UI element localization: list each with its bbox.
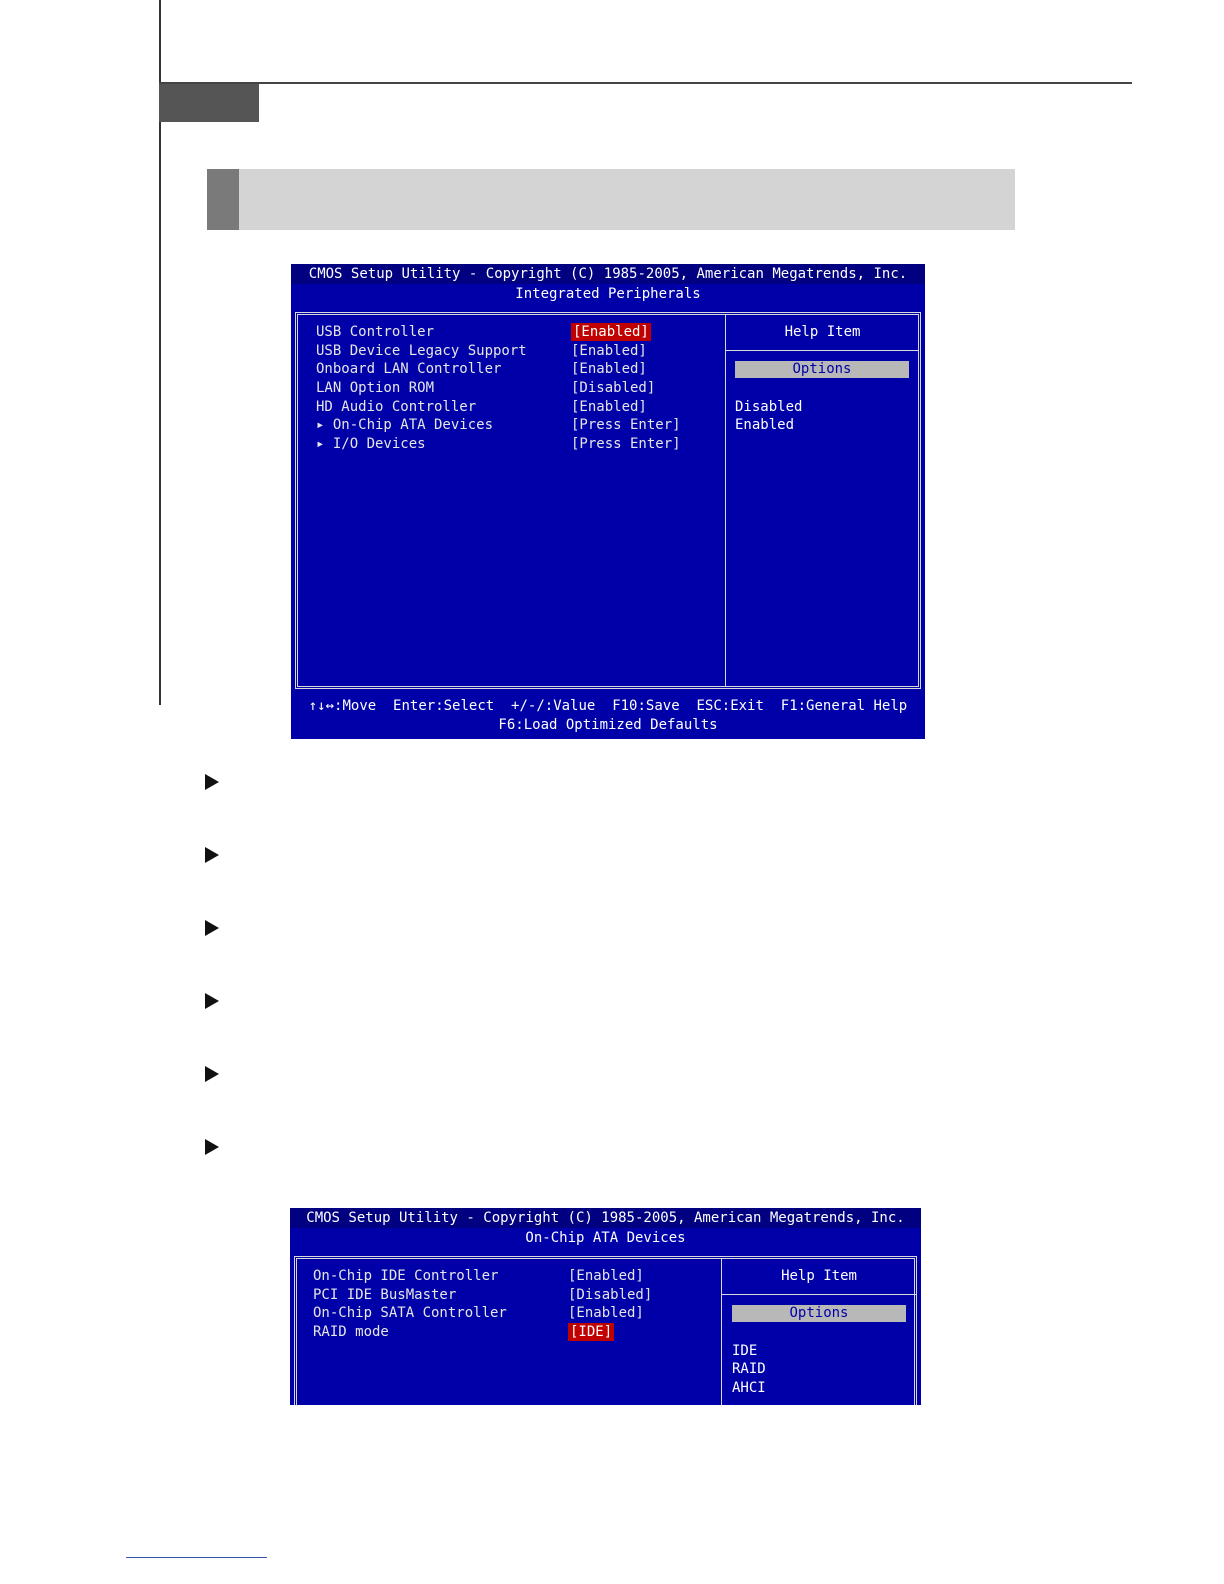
bios-subtitle: On-Chip ATA Devices xyxy=(525,1230,686,1246)
chapter-tab xyxy=(159,84,259,122)
value-hd-audio[interactable]: [Enabled] xyxy=(571,399,647,415)
bullet-icon xyxy=(205,847,219,863)
setting-raid-mode[interactable]: RAID mode xyxy=(313,1324,389,1340)
option-disabled: Disabled xyxy=(735,399,803,415)
value-pci-ide-busmaster[interactable]: [Disabled] xyxy=(568,1287,653,1303)
option-enabled: Enabled xyxy=(735,417,795,433)
option-raid: RAID xyxy=(732,1361,766,1377)
value-onchip-ide[interactable]: [Enabled] xyxy=(568,1268,644,1284)
footer-link-underline xyxy=(126,1557,267,1558)
option-ide: IDE xyxy=(732,1343,758,1359)
options-label: Options xyxy=(732,1305,906,1322)
section-heading-bar xyxy=(207,169,1015,230)
help-separator xyxy=(722,1294,916,1295)
header-rule xyxy=(159,82,1132,84)
bios-frame xyxy=(295,312,921,689)
bios-screen-onchip-ata xyxy=(290,1208,921,1405)
bios-frame xyxy=(294,1256,917,1405)
setting-usb-legacy[interactable]: USB Device Legacy Support xyxy=(316,343,527,359)
bios-subtitle: Integrated Peripherals xyxy=(515,286,701,302)
setting-usb-controller[interactable]: USB Controller xyxy=(316,324,435,340)
bios-title: CMOS Setup Utility - Copyright (C) 1985-2005, American Megatrends, Inc. xyxy=(290,1208,921,1228)
value-usb-controller[interactable]: [Enabled] xyxy=(573,324,649,340)
value-io-devices[interactable]: [Press Enter] xyxy=(571,436,681,452)
section-heading-accent xyxy=(207,169,239,230)
setting-hd-audio[interactable]: HD Audio Controller xyxy=(316,399,477,415)
setting-lan-option-rom[interactable]: LAN Option ROM xyxy=(316,380,435,396)
key-help-line1: ↑↓↔:Move Enter:Select +/-/:Value F10:Save ESC:Exit F1:General Help xyxy=(308,698,908,714)
bios-screen-integrated-peripherals xyxy=(291,264,925,739)
setting-onchip-sata[interactable]: On-Chip SATA Controller xyxy=(313,1305,507,1321)
value-usb-legacy[interactable]: [Enabled] xyxy=(571,343,647,359)
options-label: Options xyxy=(735,361,909,378)
value-lan-option-rom[interactable]: [Disabled] xyxy=(571,380,656,396)
submenu-arrow-icon: ▸ xyxy=(316,417,333,433)
bullet-icon xyxy=(205,993,219,1009)
setting-onboard-lan[interactable]: Onboard LAN Controller xyxy=(316,361,502,377)
bullet-icon xyxy=(205,920,219,936)
submenu-io-devices[interactable]: ▸ I/O Devices xyxy=(316,436,426,452)
option-ahci: AHCI xyxy=(732,1380,766,1396)
bullet-icon xyxy=(205,774,219,790)
setting-onchip-ide[interactable]: On-Chip IDE Controller xyxy=(313,1268,499,1284)
value-onchip-ata[interactable]: [Press Enter] xyxy=(571,417,681,433)
help-separator xyxy=(726,350,919,351)
key-help-line2: F6:Load Optimized Defaults xyxy=(498,717,718,733)
submenu-arrow-icon: ▸ xyxy=(316,436,333,452)
help-item-title: Help Item xyxy=(781,1268,857,1284)
bullet-icon xyxy=(205,1066,219,1082)
bullet-icon xyxy=(205,1139,219,1155)
value-raid-mode[interactable]: [IDE] xyxy=(570,1324,613,1340)
setting-pci-ide-busmaster[interactable]: PCI IDE BusMaster xyxy=(313,1287,457,1303)
help-divider xyxy=(725,315,726,686)
value-onboard-lan[interactable]: [Enabled] xyxy=(571,361,647,377)
submenu-onchip-ata[interactable]: ▸ On-Chip ATA Devices xyxy=(316,417,494,433)
bios-title: CMOS Setup Utility - Copyright (C) 1985-2005, American Megatrends, Inc. xyxy=(291,264,925,284)
help-item-title: Help Item xyxy=(784,324,861,340)
value-onchip-sata[interactable]: [Enabled] xyxy=(568,1305,644,1321)
